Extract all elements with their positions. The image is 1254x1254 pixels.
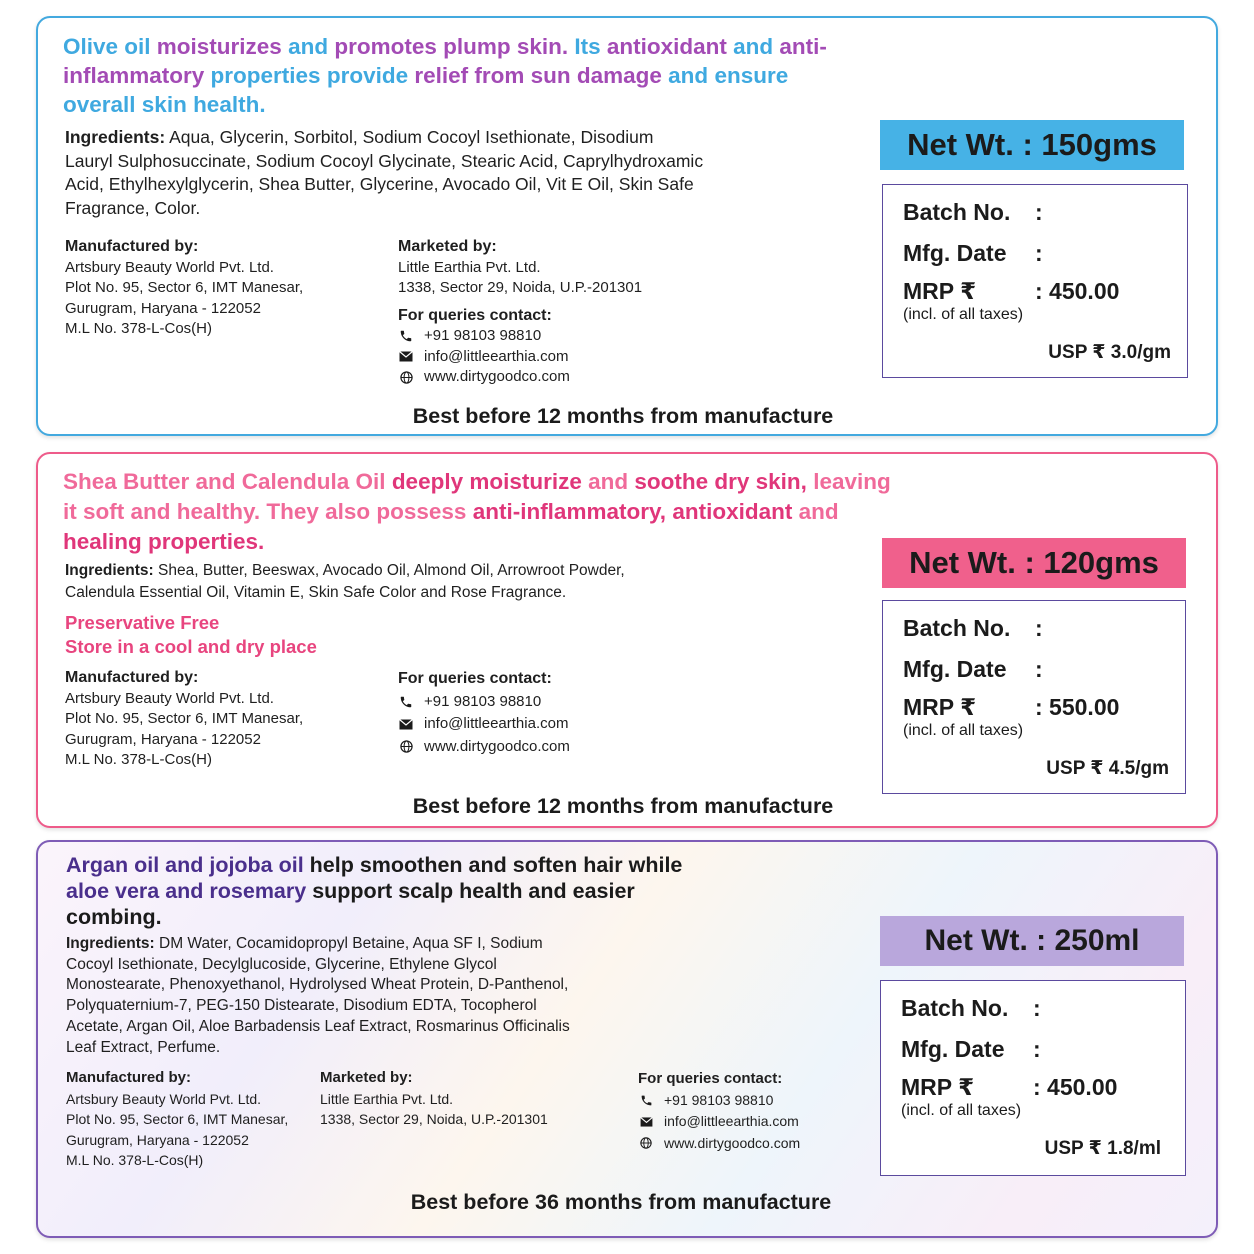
label-shea-butter (36, 452, 1218, 828)
phone-number[interactable]: +91 98103 98810 (424, 692, 542, 710)
tagline-segment: ensure overall skin health. (63, 63, 789, 117)
best-before: Best before 12 months from manufacture (412, 404, 834, 428)
contact-heading: For queries contact: (398, 306, 552, 324)
manufactured-by (66, 1068, 316, 1171)
unit-price: USP ₹ 4.5/gm (1046, 758, 1169, 779)
manufactured-line: Gurugram, Haryana - 122052 (65, 299, 261, 317)
globe-icon (398, 739, 414, 755)
mrp-value: : 550.00 (1035, 694, 1120, 720)
label-argan-oil (36, 840, 1218, 1238)
tagline (66, 852, 706, 930)
tagline-segment: and (588, 469, 635, 494)
contact-block (398, 668, 698, 758)
tagline-segment: promotes plump skin. (334, 34, 575, 59)
batch-label: Batch No. (903, 199, 1011, 225)
tagline-segment: support scalp health and easier combing. (66, 879, 635, 929)
email-line (398, 347, 718, 368)
manufactured-line: Plot No. 95, Sector 6, IMT Manesar, (65, 710, 304, 727)
best-before: Best before 36 months from manufacture (410, 1190, 832, 1214)
ingredients-label: Ingredients: (66, 935, 155, 952)
tagline-segment: and (288, 34, 335, 59)
manufactured-by (65, 237, 365, 340)
tagline-segment: anti-inflammatory (63, 34, 827, 88)
tagline-segment: aloe vera and rosemary (66, 879, 313, 903)
email-line (638, 1111, 858, 1133)
phone-number[interactable]: +91 98103 98810 (664, 1091, 774, 1108)
tax-note: (incl. of all taxes) (901, 1102, 1022, 1119)
marketed-line: 1338, Sector 29, Noida, U.P.-201301 (320, 1111, 548, 1127)
phone-icon (398, 328, 414, 344)
mfg-label: Mfg. Date (903, 656, 1007, 682)
mrp-label: MRP ₹ (903, 694, 977, 720)
net-weight-banner: Net Wt. : 150gms (880, 120, 1184, 170)
ingredients-text: DM Water, Cocamidopropyl Betaine, Aqua SF I, Sodium Cocoyl Isethionate, Decylglucoside, Glycerine, Ethylene Glycol Monostearate, Phenoxyethanol, Hydrolysed Wheat Protein, D-Panthenol, Polyquaternium-7, PEG-150 Distearate, Disodium EDTA, Tocopherol Acetate, Argan Oil, Aloe Barbadensis Leaf Extract, Rosmarinus Officinalis Leaf Extract, Perfume. (66, 935, 570, 1056)
best-before: Best before 12 months from manufacture (412, 794, 834, 818)
ingredients-label: Ingredients: (65, 562, 154, 579)
manufactured-line: Plot No. 95, Sector 6, IMT Manesar, (66, 1111, 289, 1127)
email-line (398, 713, 698, 736)
phone-icon (398, 694, 414, 710)
phone-line (398, 326, 718, 347)
manufactured-line: Artsbury Beauty World Pvt. Ltd. (65, 689, 274, 707)
manufactured-line: M.L No. 378-L-Cos(H) (65, 320, 212, 337)
phone-line (638, 1090, 858, 1112)
label-olive-oil (36, 16, 1218, 436)
tagline-segment: deeply moisturize (391, 469, 589, 494)
manufactured-line: Artsbury Beauty World Pvt. Ltd. (65, 258, 274, 276)
marketed-line: Little Earthia Pvt. Ltd. (398, 258, 541, 276)
phone-icon (638, 1092, 654, 1108)
mail-icon (398, 349, 414, 365)
tax-note: (incl. of all taxes) (903, 722, 1024, 739)
batch-colon: : (1033, 995, 1041, 1021)
manufactured-heading: Manufactured by: (66, 1069, 192, 1086)
website[interactable]: www.dirtygoodco.com (664, 1134, 801, 1151)
marketed-by (398, 237, 718, 388)
manufactured-line: Gurugram, Haryana - 122052 (66, 1131, 249, 1148)
tagline-segment: help smoothen and soften hair while (309, 853, 683, 877)
manufactured-line: Artsbury Beauty World Pvt. Ltd. (66, 1090, 262, 1107)
mrp-value: : 450.00 (1033, 1074, 1118, 1100)
tagline-segment: antioxidant (672, 499, 799, 524)
batch-colon: : (1035, 199, 1043, 225)
email-address[interactable]: info@littleearthia.com (424, 347, 569, 365)
ingredients (65, 560, 685, 604)
tagline-segment: antioxidant (606, 34, 734, 59)
manufactured-heading: Manufactured by: (65, 238, 199, 255)
manufactured-line: Gurugram, Haryana - 122052 (65, 730, 261, 748)
mfg-colon: : (1035, 240, 1043, 266)
ingredients (66, 934, 586, 1058)
contact-heading: For queries contact: (398, 670, 552, 687)
manufactured-line: Plot No. 95, Sector 6, IMT Manesar, (65, 279, 304, 296)
tagline-segment: Olive oil (63, 34, 157, 59)
mail-icon (398, 716, 414, 732)
tagline-segment: and (798, 499, 839, 524)
tagline-segment: moisturizes (156, 34, 289, 59)
email-address[interactable]: info@littleearthia.com (424, 715, 569, 732)
price-box (882, 600, 1186, 794)
tax-note: (incl. of all taxes) (903, 306, 1024, 323)
manufactured-by (65, 668, 365, 771)
mail-icon (638, 1114, 654, 1130)
net-weight-banner: Net Wt. : 120gms (882, 538, 1186, 588)
tagline-segment: healing properties. (63, 529, 265, 554)
price-box (882, 184, 1188, 378)
net-weight-banner: Net Wt. : 250ml (880, 916, 1184, 966)
mfg-colon: : (1035, 656, 1043, 682)
tagline-segment: relief from sun damage (414, 63, 669, 88)
marketed-line: Little Earthia Pvt. Ltd. (320, 1090, 454, 1107)
marketed-heading: Marketed by: (320, 1069, 413, 1086)
globe-icon (638, 1135, 654, 1151)
preservative-note: Preservative Free (65, 612, 220, 633)
ingredients-text: Shea, Butter, Beeswax, Avocado Oil, Almond Oil, Arrowroot Powder, Calendula Essential Oil, Vitamin E, Skin Safe Color and Rose Fragrance. (65, 562, 625, 601)
batch-label: Batch No. (901, 995, 1009, 1021)
website[interactable]: www.dirtygoodco.com (424, 737, 570, 755)
storage-note: Store in a cool and dry place (65, 636, 317, 657)
globe-icon (398, 369, 414, 385)
tagline-segment: and (733, 34, 780, 59)
ingredients-label: Ingredients: (65, 127, 166, 147)
web-line (398, 736, 698, 759)
ingredients (65, 126, 705, 220)
tagline-segment: Its (574, 34, 607, 59)
tagline-segment: properties provide (210, 63, 415, 88)
web-line (638, 1133, 858, 1155)
manufactured-line: M.L No. 378-L-Cos(H) (65, 751, 212, 768)
marketed-heading: Marketed by: (398, 238, 497, 255)
mrp-label: MRP ₹ (903, 278, 977, 304)
phone-line (398, 691, 698, 714)
price-box (880, 980, 1186, 1176)
tagline-segment: leaving it soft and healthy. They also possess (63, 469, 891, 524)
unit-price: USP ₹ 3.0/gm (1048, 342, 1171, 363)
mfg-label: Mfg. Date (903, 240, 1007, 266)
contact-heading: For queries contact: (638, 1070, 783, 1087)
unit-price: USP ₹ 1.8/ml (1044, 1138, 1161, 1159)
tagline-segment: and (668, 63, 715, 88)
mfg-colon: : (1033, 1036, 1041, 1062)
tagline-segment: anti-inflammatory, (472, 499, 673, 524)
tagline-segment: soothe dry skin, (634, 469, 814, 494)
phone-number[interactable]: +91 98103 98810 (424, 327, 542, 344)
tagline-segment: Shea Butter and Calendula Oil (63, 469, 392, 494)
email-address[interactable]: info@littleearthia.com (664, 1113, 799, 1129)
ingredients-text: Aqua, Glycerin, Sorbitol, Sodium Cocoyl Isethionate, Disodium Lauryl Sulphosuccinate, Sodium Cocoyl Glycinate, Stearic Acid, Caprylhydroxamic Acid, Ethylhexylglycerin, Shea Butter, Glycerine, Avocado Oil, Vit E Oil, Skin Safe Fragrance, Color. (65, 127, 704, 218)
web-line (398, 367, 718, 388)
tagline (63, 32, 853, 119)
marketed-by (320, 1068, 590, 1130)
tagline-segment: Argan oil and jojoba oil (66, 853, 310, 877)
contact-block (638, 1068, 858, 1154)
manufactured-heading: Manufactured by: (65, 669, 199, 686)
tagline (63, 467, 893, 557)
batch-label: Batch No. (903, 615, 1011, 641)
mrp-label: MRP ₹ (901, 1074, 975, 1100)
batch-colon: : (1035, 615, 1043, 641)
marketed-line: 1338, Sector 29, Noida, U.P.-201301 (398, 279, 643, 296)
mrp-value: : 450.00 (1035, 278, 1120, 304)
manufactured-line: M.L No. 378-L-Cos(H) (66, 1152, 204, 1168)
mfg-label: Mfg. Date (901, 1036, 1005, 1062)
website[interactable]: www.dirtygoodco.com (424, 368, 570, 385)
